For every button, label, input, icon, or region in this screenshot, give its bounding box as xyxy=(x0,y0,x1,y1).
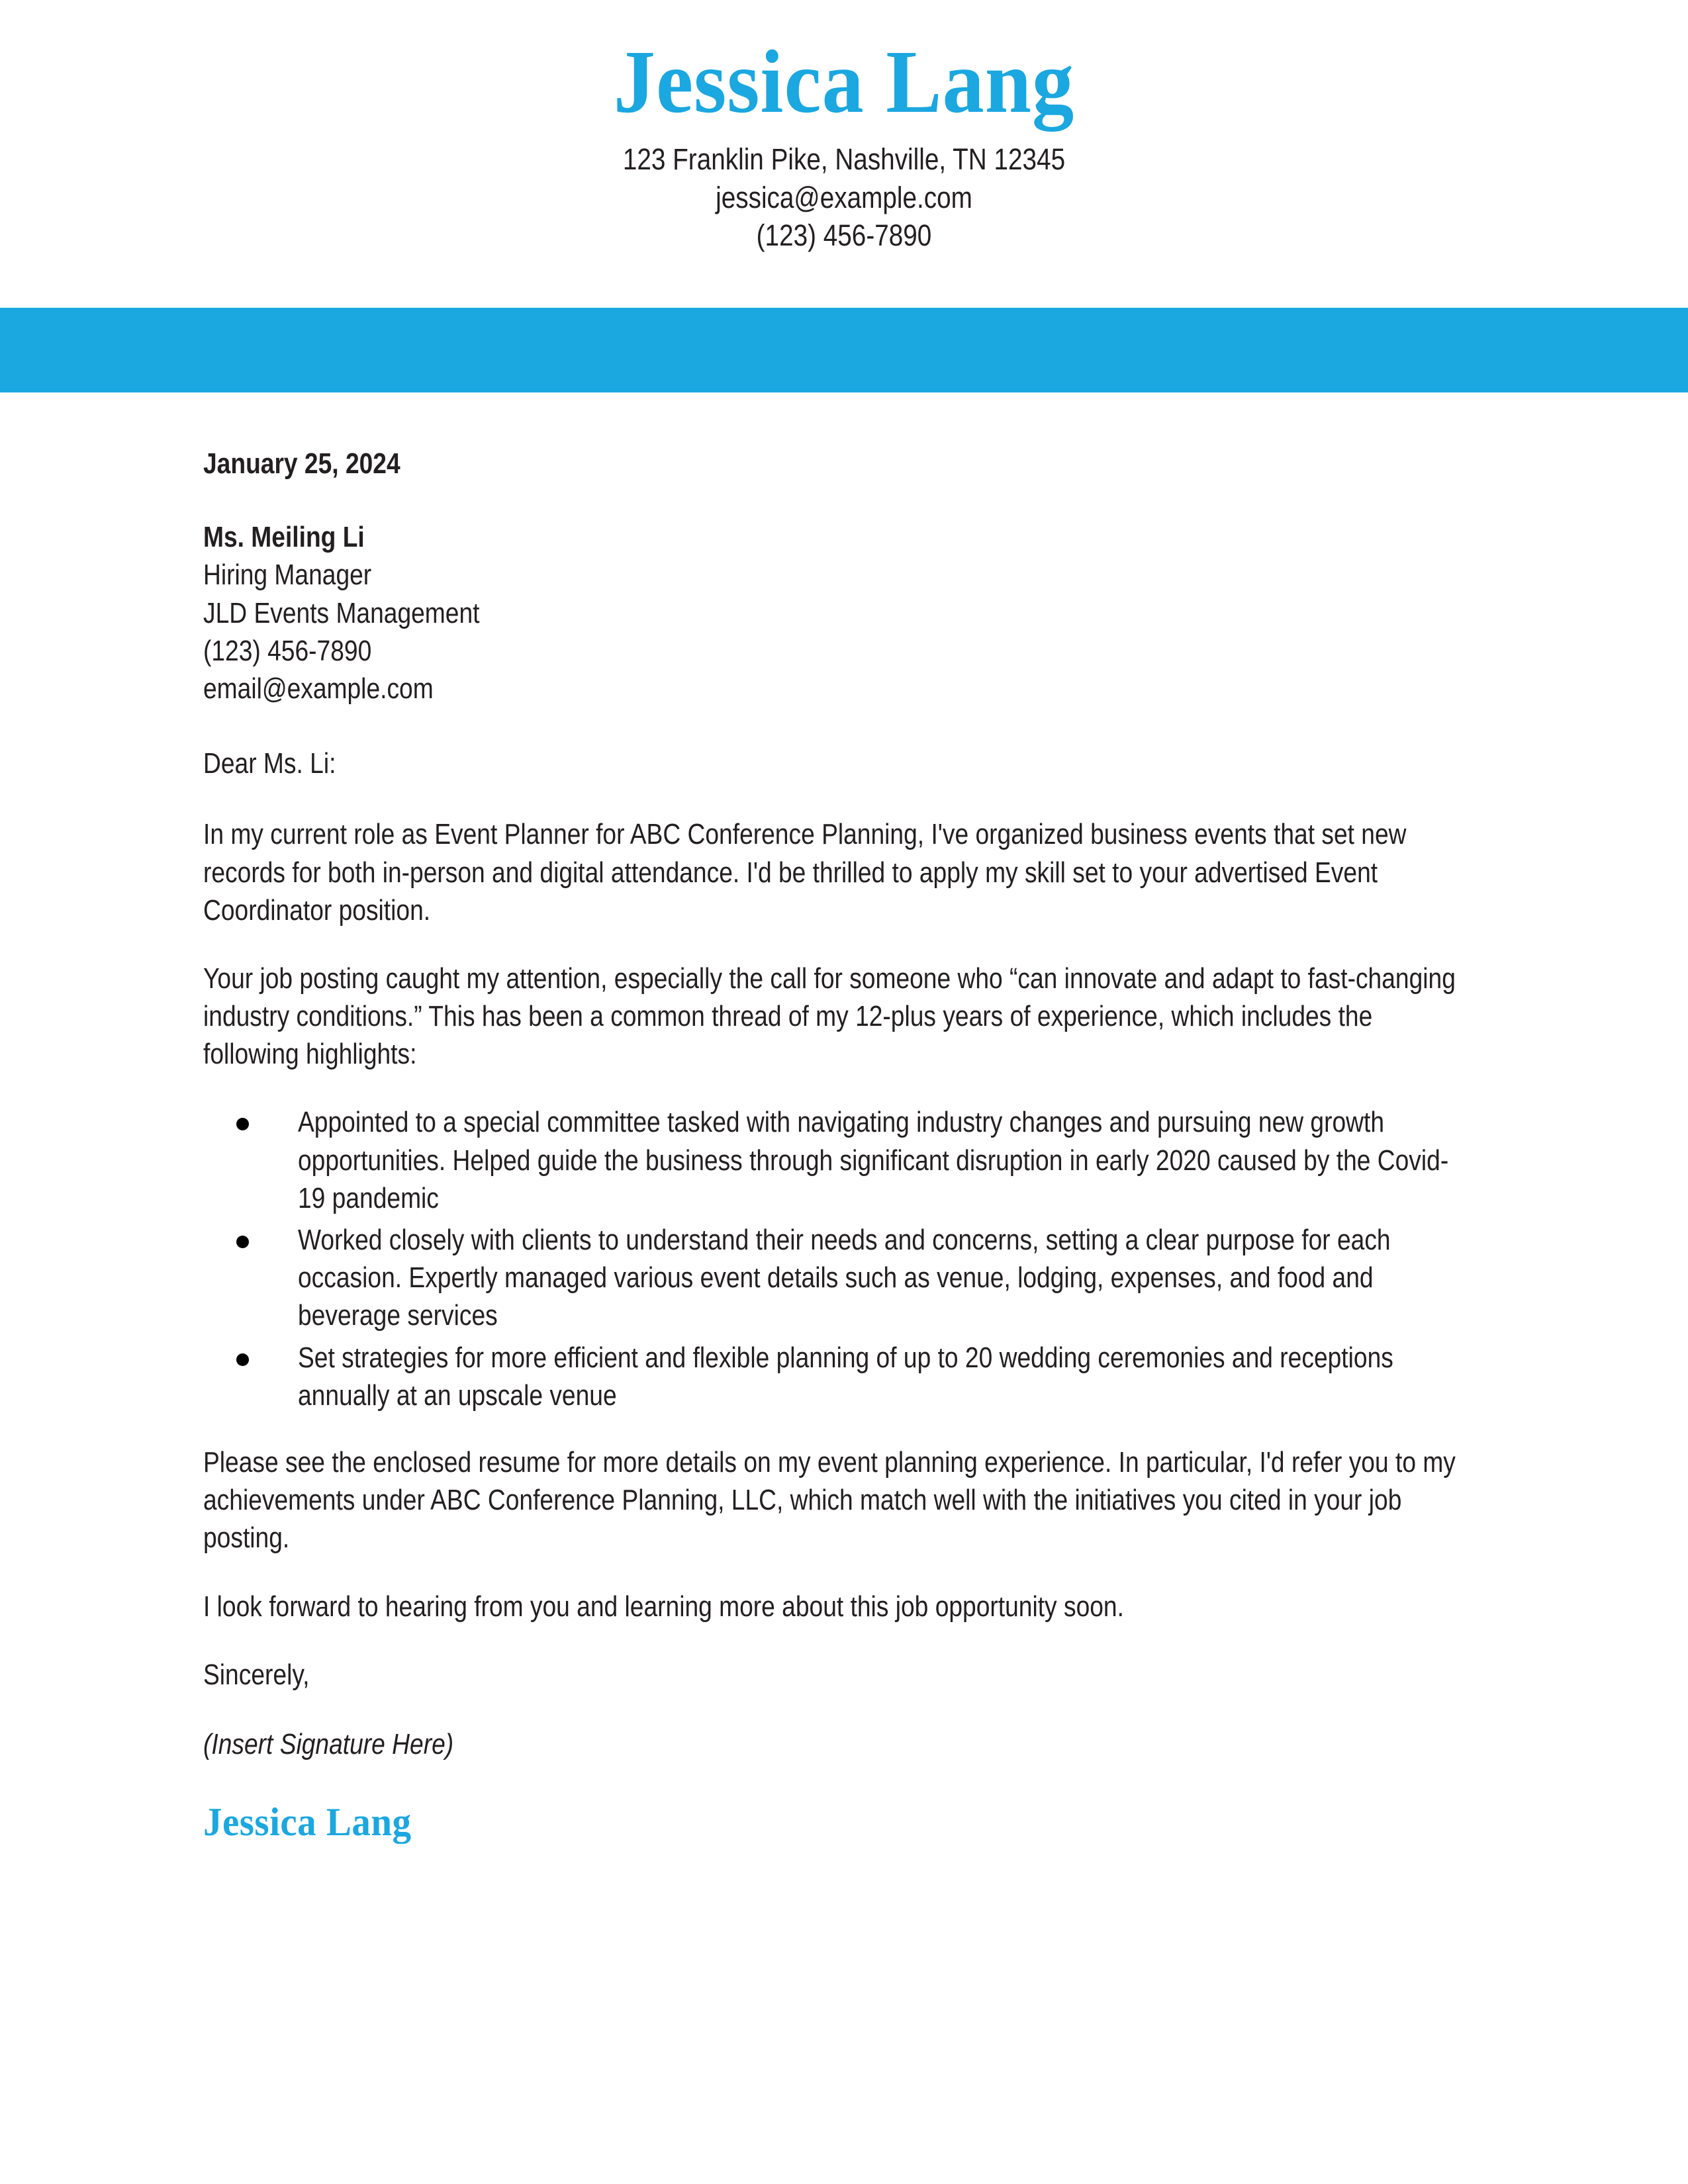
recipient-phone: (123) 456-7890 xyxy=(203,634,372,667)
body-paragraph-3: Please see the enclosed resume for more details on my event planning experience. In particular, I'd refer you to my achievements under ABC Conference Planning, LLC, which match well with the initiatives you cited in your job posting. xyxy=(203,1445,1463,1555)
signature-name: Jessica Lang xyxy=(203,1800,412,1844)
list-item: Worked closely with clients to understand their needs and concerns, setting a clear purpose for each occasion. Expertly managed various event details such as venue, lodging, expenses, and food and beverage services xyxy=(203,1221,1471,1335)
bullet-dot-icon xyxy=(236,1353,249,1366)
letter-body xyxy=(203,445,1471,1844)
recipient-title: Hiring Manager xyxy=(203,559,372,592)
recipient-name: Ms. Meiling Li xyxy=(203,521,365,554)
body-paragraph-2: Your job posting caught my attention, especially the call for someone who “can innovate and adapt to fast-changing industry conditions.” This has been a common thread of my 12-plus years of experience, which includes the following highlights: xyxy=(203,962,1463,1071)
contact-info-block xyxy=(0,140,1688,255)
contact-email[interactable]: jessica@example.com xyxy=(716,180,972,214)
bullet-dot-icon xyxy=(236,1118,249,1130)
contact-address: 123 Franklin Pike, Nashville, TN 12345 xyxy=(622,142,1066,177)
closing-salutation: Sincerely, xyxy=(203,1658,310,1691)
salutation: Dear Ms. Li: xyxy=(203,747,336,780)
highlights-list xyxy=(203,1103,1471,1414)
list-item: Appointed to a special committee tasked with navigating industry changes and pursuing new growth opportunities. Helped guide the business through significant disruption in early 2020 caused by the Covid-19 pandemic xyxy=(203,1103,1471,1217)
recipient-email: email@example.com xyxy=(203,672,434,705)
body-paragraph-4: I look forward to hearing from you and learning more about this job opportunity soon. xyxy=(203,1590,1124,1623)
list-item: Set strategies for more efficient and flexible planning of up to 20 wedding ceremonies and receptions annually at an upscale venue xyxy=(203,1339,1471,1414)
signature-placeholder: (Insert Signature Here) xyxy=(203,1727,454,1760)
body-paragraph-1: In my current role as Event Planner for ABC Conference Planning, I've organized business events that set new records for both in-person and digital attendance. I'd be thrilled to apply my skill set to your advertised Event Coordinator position. xyxy=(203,818,1413,927)
recipient-block xyxy=(203,518,1471,707)
letterhead xyxy=(0,0,1688,255)
contact-phone[interactable]: (123) 456-7890 xyxy=(756,218,932,253)
accent-banner-bar xyxy=(0,308,1688,392)
recipient-company: JLD Events Management xyxy=(203,596,480,629)
page-title: Jessica Lang xyxy=(613,32,1075,132)
letter-date: January 25, 2024 xyxy=(203,447,400,480)
bullet-dot-icon xyxy=(236,1236,249,1248)
